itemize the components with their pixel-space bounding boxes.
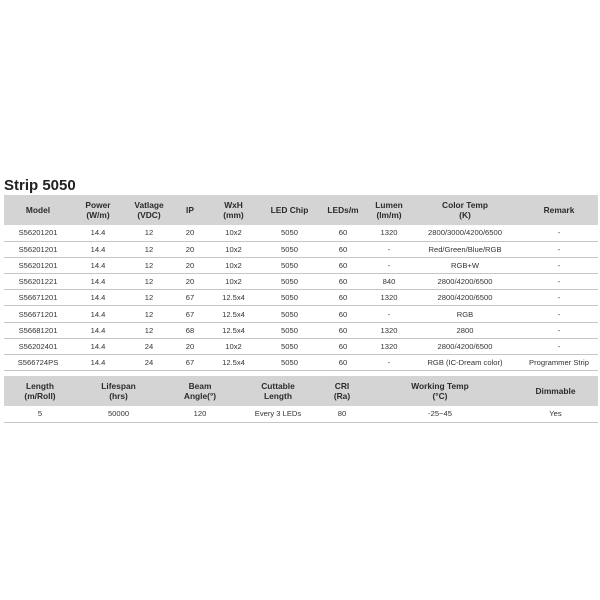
- table-cell: 12.5x4: [206, 290, 261, 306]
- table-cell: 5050: [261, 257, 318, 273]
- table-cell: -: [520, 290, 598, 306]
- table-cell: 12: [124, 241, 174, 257]
- table-cell: 5050: [261, 290, 318, 306]
- table-cell: 12.5x4: [206, 355, 261, 371]
- table-row: [4, 257, 598, 273]
- table-cell: 20: [174, 274, 206, 290]
- table-cell: 10x2: [206, 257, 261, 273]
- table-cell: Yes: [513, 406, 598, 422]
- table-cell: 80: [317, 406, 367, 422]
- column-header-remark: Remark: [520, 195, 598, 225]
- table-cell: -: [520, 257, 598, 273]
- table-cell: 60: [318, 225, 368, 241]
- table-cell: 60: [318, 338, 368, 354]
- column-header-ip: IP: [174, 195, 206, 225]
- table-cell: 67: [174, 306, 206, 322]
- table-cell: 24: [124, 355, 174, 371]
- table-cell: 12: [124, 257, 174, 273]
- table-cell: S56201201: [4, 225, 72, 241]
- table-cell: -: [520, 241, 598, 257]
- table-cell: 10x2: [206, 274, 261, 290]
- table-row: [4, 306, 598, 322]
- table-cell: 12: [124, 274, 174, 290]
- table-row: [4, 406, 598, 422]
- table-cell: -: [520, 274, 598, 290]
- column-header-cri: CRI (Ra): [317, 376, 367, 406]
- table-cell: -: [520, 338, 598, 354]
- column-header-led-chip: LED Chip: [261, 195, 318, 225]
- column-header-beam: Beam Angle(°): [161, 376, 239, 406]
- table-cell: 60: [318, 355, 368, 371]
- table-cell: RGB (IC-Dream color): [410, 355, 520, 371]
- table-row: [4, 290, 598, 306]
- column-header-power: Power (W/m): [72, 195, 124, 225]
- column-header-dimmable: Dimmable: [513, 376, 598, 406]
- table-cell: RGB: [410, 306, 520, 322]
- table-cell: 10x2: [206, 241, 261, 257]
- table-cell: -: [520, 322, 598, 338]
- table-cell: 12: [124, 290, 174, 306]
- table-row: [4, 274, 598, 290]
- table-cell: 2800/4200/6500: [410, 274, 520, 290]
- table-cell: 2800/4200/6500: [410, 290, 520, 306]
- column-header-cuttable: Cuttable Length: [239, 376, 317, 406]
- table-cell: 60: [318, 290, 368, 306]
- table-cell: S56201201: [4, 241, 72, 257]
- table-cell: -: [368, 355, 410, 371]
- table-cell: 14.4: [72, 225, 124, 241]
- table-cell: 14.4: [72, 306, 124, 322]
- column-header-wxh: WxH (mm): [206, 195, 261, 225]
- table-cell: 1320: [368, 338, 410, 354]
- table-cell: 120: [161, 406, 239, 422]
- table-cell: 14.4: [72, 290, 124, 306]
- table-cell: 20: [174, 225, 206, 241]
- table-cell: 14.4: [72, 355, 124, 371]
- table-row: [4, 322, 598, 338]
- table-cell: S56671201: [4, 290, 72, 306]
- table-row: [4, 225, 598, 241]
- table-cell: 2800/3000/4200/6500: [410, 225, 520, 241]
- table-cell: 60: [318, 241, 368, 257]
- table-cell: 5: [4, 406, 76, 422]
- table-cell: 24: [124, 338, 174, 354]
- table-cell: 20: [174, 338, 206, 354]
- table-cell: 14.4: [72, 257, 124, 273]
- table-cell: 14.4: [72, 274, 124, 290]
- table-cell: 12.5x4: [206, 322, 261, 338]
- table-cell: 67: [174, 355, 206, 371]
- table-cell: 5050: [261, 225, 318, 241]
- table-row: [4, 355, 598, 371]
- table-cell: 12: [124, 225, 174, 241]
- table-cell: -: [368, 257, 410, 273]
- table-cell: 20: [174, 257, 206, 273]
- table-cell: S566724PS: [4, 355, 72, 371]
- table-cell: 5050: [261, 322, 318, 338]
- table-cell: -25~45: [367, 406, 513, 422]
- table-cell: Every 3 LEDs: [239, 406, 317, 422]
- table-cell: 5050: [261, 241, 318, 257]
- table-cell: Programmer Strip: [520, 355, 598, 371]
- column-header-lumen: Lumen (lm/m): [368, 195, 410, 225]
- table-cell: S56681201: [4, 322, 72, 338]
- column-header-working-temp: Working Temp (°C): [367, 376, 513, 406]
- page-title: Strip 5050: [4, 177, 76, 194]
- table-cell: Red/Green/Blue/RGB: [410, 241, 520, 257]
- spec-table: [4, 195, 598, 371]
- table-cell: 14.4: [72, 241, 124, 257]
- table-cell: 12: [124, 322, 174, 338]
- column-header-lifespan: Lifespan (hrs): [76, 376, 161, 406]
- table-row: [4, 338, 598, 354]
- table-cell: 10x2: [206, 225, 261, 241]
- extra-table: [4, 376, 598, 423]
- table-cell: 5050: [261, 274, 318, 290]
- column-header-leds-m: LEDs/m: [318, 195, 368, 225]
- spec-header-row: [4, 195, 598, 225]
- table-cell: 50000: [76, 406, 161, 422]
- table-row: [4, 241, 598, 257]
- table-cell: 60: [318, 306, 368, 322]
- column-header-model: Model: [4, 195, 72, 225]
- table-cell: 14.4: [72, 322, 124, 338]
- table-cell: 68: [174, 322, 206, 338]
- table-cell: 60: [318, 322, 368, 338]
- table-cell: -: [520, 225, 598, 241]
- table-cell: 60: [318, 274, 368, 290]
- extra-header-row: [4, 376, 598, 406]
- table-cell: 12: [124, 306, 174, 322]
- table-cell: 5050: [261, 338, 318, 354]
- table-cell: 1320: [368, 225, 410, 241]
- column-header-length: Length (m/Roll): [4, 376, 76, 406]
- table-cell: 67: [174, 290, 206, 306]
- table-cell: S56202401: [4, 338, 72, 354]
- table-cell: 2800/4200/6500: [410, 338, 520, 354]
- table-cell: 60: [318, 257, 368, 273]
- table-cell: 5050: [261, 306, 318, 322]
- table-cell: 840: [368, 274, 410, 290]
- table-cell: 1320: [368, 322, 410, 338]
- table-cell: 12.5x4: [206, 306, 261, 322]
- column-header-color-temp: Color Temp (K): [410, 195, 520, 225]
- table-cell: S56201221: [4, 274, 72, 290]
- table-cell: 5050: [261, 355, 318, 371]
- table-cell: S56671201: [4, 306, 72, 322]
- table-cell: -: [520, 306, 598, 322]
- table-cell: 1320: [368, 290, 410, 306]
- column-header-vatlage: Vatlage (VDC): [124, 195, 174, 225]
- table-cell: 10x2: [206, 338, 261, 354]
- table-cell: 20: [174, 241, 206, 257]
- table-cell: 2800: [410, 322, 520, 338]
- table-cell: 14.4: [72, 338, 124, 354]
- table-cell: S56201201: [4, 257, 72, 273]
- table-cell: RGB+W: [410, 257, 520, 273]
- table-cell: -: [368, 241, 410, 257]
- table-cell: -: [368, 306, 410, 322]
